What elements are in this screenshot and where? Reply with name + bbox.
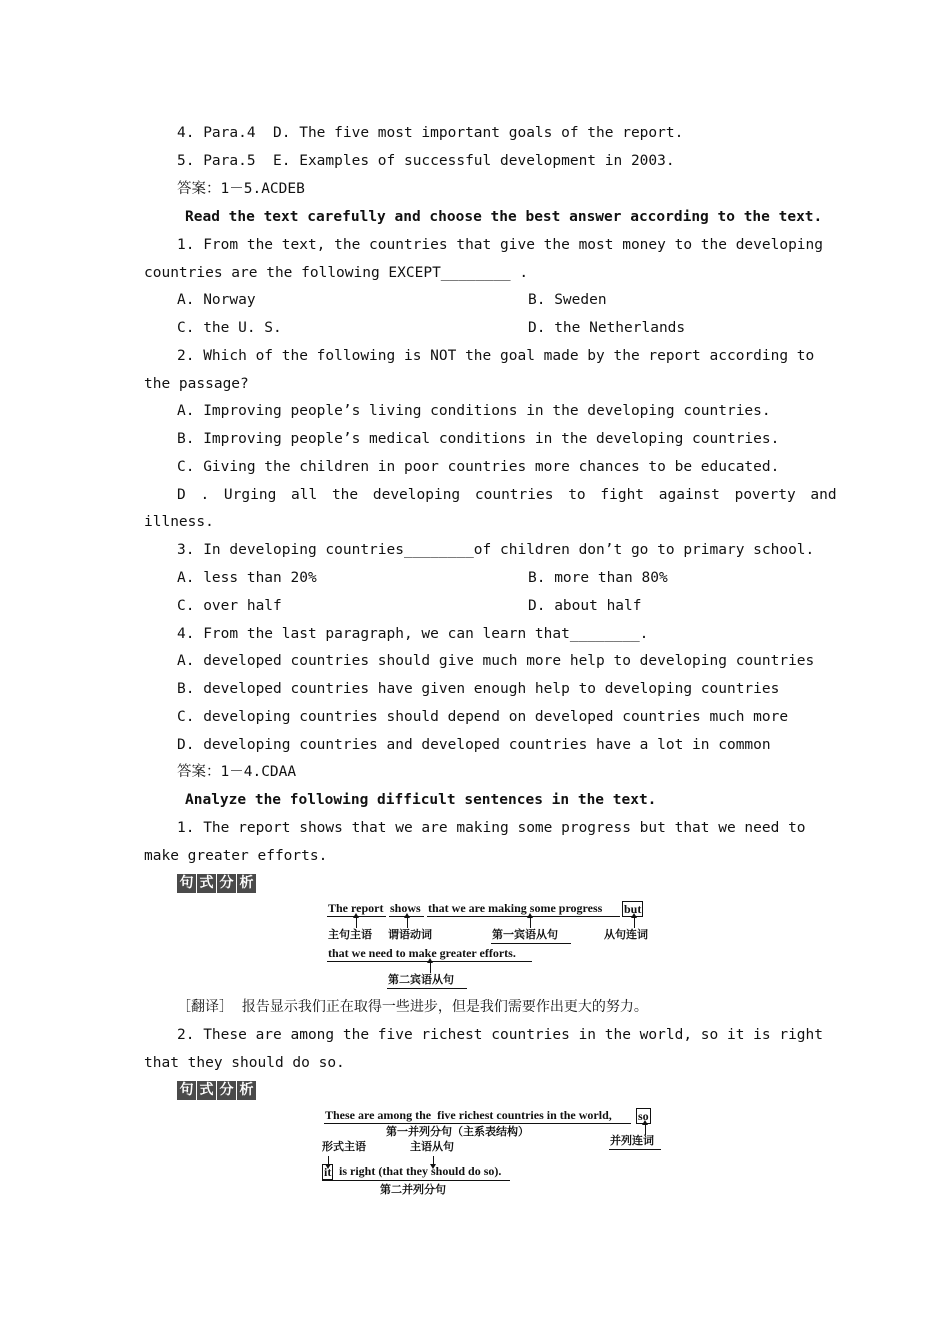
d1-subject: The report: [328, 901, 384, 915]
d2-rest: is right (that they should do so).: [336, 1164, 502, 1178]
arrow-up-icon: [430, 963, 431, 973]
d1-label-clause2: 第二宾语从句: [388, 973, 454, 986]
d1-clause1: that we are making some progress: [428, 901, 603, 915]
badge-char: 分: [217, 1081, 236, 1100]
d1-conj: but: [624, 902, 642, 916]
d2-label-formal: 形式主语: [322, 1140, 366, 1153]
d1-label-conj: 从句连词: [604, 928, 648, 941]
matching-item-4: 4. Para.4 D. The five most important goals of the report.: [177, 125, 684, 141]
q2-option-d-cont: illness.: [144, 514, 214, 530]
d1-label-verb: 谓语动词: [388, 928, 432, 941]
badge-char: 分: [217, 874, 236, 893]
d2-label-clause2: 第二并列分句: [380, 1183, 446, 1196]
q3-option-d: D. about half: [528, 598, 642, 614]
d1-label-underline: [491, 943, 571, 944]
d2-label-subject: 主语从句: [410, 1140, 454, 1153]
d2-label-clause1: 第一并列分句（主系表结构）: [386, 1125, 529, 1138]
q1-option-b: B. Sweden: [528, 292, 607, 308]
q4-option-d: D. developing countries and developed countries have a lot in common: [177, 737, 771, 753]
badge-char: 析: [237, 1081, 256, 1100]
arrow-down-icon: [328, 1156, 329, 1164]
d2-clause2-underline: [322, 1180, 510, 1181]
q1-stem: 1. From the text, the countries that give the most money to the developing: [177, 237, 824, 253]
q2-option-a: A. Improving people’s living conditions in the developing countries.: [177, 403, 771, 419]
analyze-heading: Analyze the following difficult sentences in the text.: [185, 792, 657, 808]
read-answer: 答案：1－4.CDAA: [177, 764, 297, 780]
sentence-2: 2. These are among the five richest countries in the world, so it is right: [177, 1027, 824, 1043]
sentence-1-cont: make greater efforts.: [144, 848, 328, 864]
q2-option-c: C. Giving the children in poor countries more chances to be educated.: [177, 459, 780, 475]
sentence-analysis-badge-1: [177, 874, 256, 893]
d2-clause1-underline: [324, 1123, 631, 1124]
q4-stem: 4. From the last paragraph, we can learn that________.: [177, 626, 649, 642]
d2-clause1: These are among the five richest countries in the world,: [325, 1108, 612, 1122]
q1-stem-cont: countries are the following EXCEPT________ .: [144, 265, 529, 281]
q3-option-a: A. less than 20%: [177, 570, 317, 586]
arrow-up-icon: [634, 918, 635, 928]
d1-verb: shows: [390, 901, 421, 915]
sentence-2-cont: that they should do so.: [144, 1055, 345, 1071]
d2-label-conj: 并列连词: [610, 1134, 654, 1147]
matching-item-5: 5. Para.5 E. Examples of successful development in 2003.: [177, 153, 675, 169]
q2-stem-cont: the passage?: [144, 376, 249, 392]
arrow-up-icon: [356, 918, 357, 928]
sentence-1: 1. The report shows that we are making some progress but that we need to: [177, 820, 806, 836]
badge-char: 句: [177, 874, 196, 893]
d1-label-underline: [387, 988, 467, 989]
d1-label-subject: 主句主语: [328, 928, 372, 941]
d1-label-clause1: 第一宾语从句: [492, 928, 558, 941]
badge-char: 式: [197, 1081, 216, 1100]
q1-option-a: A. Norway: [177, 292, 256, 308]
arrow-down-icon: [433, 1156, 434, 1164]
q4-option-b: B. developed countries have given enough help to developing countries: [177, 681, 780, 697]
arrow-up-icon: [530, 918, 531, 928]
d1-clause2: that we need to make greater efforts.: [328, 946, 516, 960]
q2-option-d: D . Urging all the developing countries to fight against poverty and: [177, 487, 837, 503]
badge-char: 析: [237, 874, 256, 893]
q3-stem: 3. In developing countries________of children don’t go to primary school.: [177, 542, 815, 558]
q4-option-a: A. developed countries should give much more help to developing countries: [177, 653, 815, 669]
matching-answer: 答案：1－5.ACDEB: [177, 181, 305, 197]
sentence-analysis-badge-2: [177, 1081, 256, 1100]
d1-clause1-underline: [427, 916, 620, 917]
badge-char: 句: [177, 1081, 196, 1100]
d2-label-underline: [609, 1149, 661, 1150]
d2-conj: so: [638, 1109, 649, 1123]
q4-option-c: C. developing countries should depend on developed countries much more: [177, 709, 789, 725]
q1-option-d: D. the Netherlands: [528, 320, 686, 336]
q3-option-b: B. more than 80%: [528, 570, 668, 586]
q3-option-c: C. over half: [177, 598, 282, 614]
q1-option-c: C. the U. S.: [177, 320, 282, 336]
read-heading: Read the text carefully and choose the best answer according to the text.: [185, 209, 823, 225]
d2-it: it: [324, 1165, 332, 1179]
q2-option-b: B. Improving people’s medical conditions in the developing countries.: [177, 431, 780, 447]
translation-1: ［翻译］ 报告显示我们正在取得一些进步，但是我们需要作出更大的努力。: [177, 999, 648, 1015]
q2-stem: 2. Which of the following is NOT the goal made by the report according to: [177, 348, 815, 364]
arrow-up-icon: [407, 918, 408, 928]
badge-char: 式: [197, 874, 216, 893]
